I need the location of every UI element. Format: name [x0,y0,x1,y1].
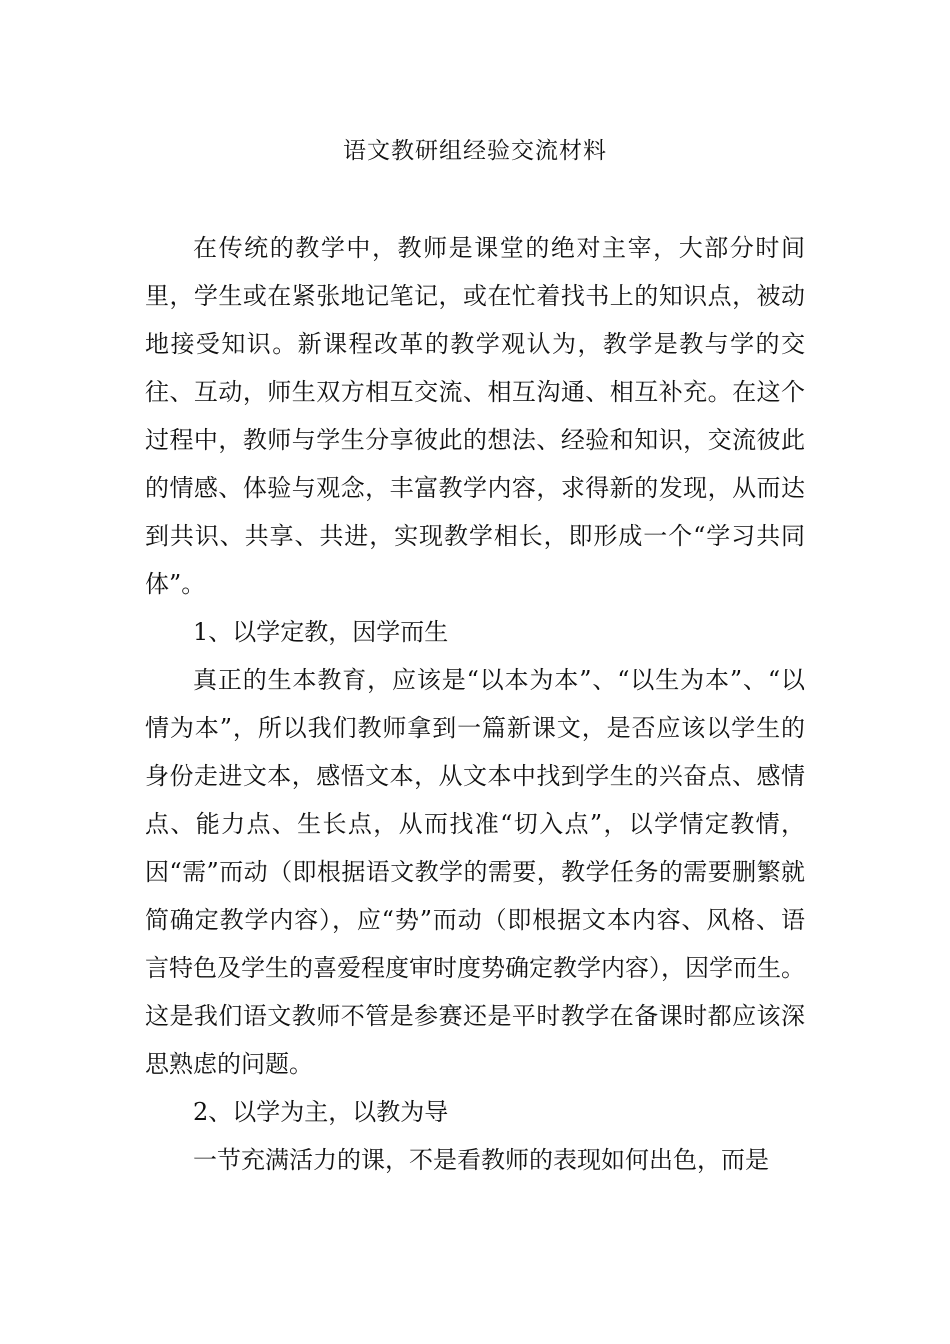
paragraph-section-1: 真正的生本教育，应该是“以本为本”、“以生为本”、“以情为本”，所以我们教师拿到一篇新课文，是否应该以学生的身份走进文本，感悟文本，从文本中找到学生的兴奋点、感情点、能力点、生长点，从而找准“切入点”，以学情定教情，因“需”而动（即根据语文教学的需要，教学任务的需要删繁就简确定教学内容），应“势”而动（即根据文本内容、风格、语言特色及学生的喜爱程度审时度势确定教学内容），因学而生。这是我们语文教师不管是参赛还是平时教学在备课时都应该深思熟虑的问题。 [145,666,805,1078]
section-heading-2: 2、以学为主，以教为导 [193,1098,449,1126]
document-title: 语文教研组经验交流材料 [343,138,607,164]
section-heading-1: 1、以学定教，因学而生 [193,618,449,646]
paragraph-section-2: 一节充满活力的课，不是看教师的表现如何出色，而是 [193,1146,769,1174]
paragraph-intro: 在传统的教学中，教师是课堂的绝对主宰，大部分时间里，学生或在紧张地记笔记，或在忙着找书上的知识点，被动地接受知识。新课程改革的教学观认为，教学是教与学的交往、互动，师生双方相互交流、相互沟通、相互补充。在这个过程中，教师与学生分享彼此的想法、经验和知识，交流彼此的情感、体验与观念，丰富教学内容，求得新的发现，从而达到共识、共享、共进，实现教学相长，即形成一个“学习共同体”。 [145,234,805,598]
document-body [145,224,805,1184]
